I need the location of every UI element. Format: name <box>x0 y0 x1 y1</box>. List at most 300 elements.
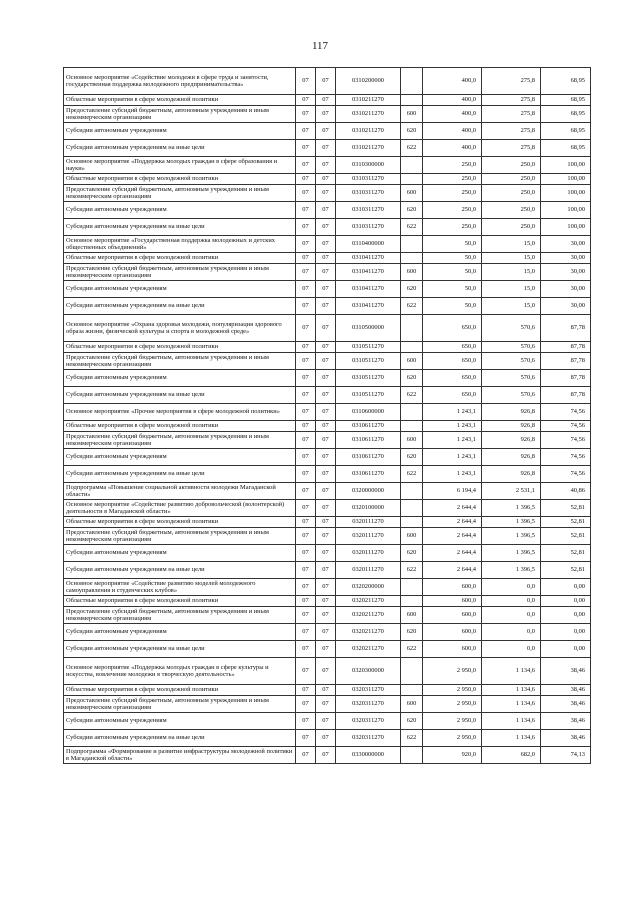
row-plan-amount: 250,0 <box>423 185 482 202</box>
row-target-code: 0320211270 <box>336 641 401 658</box>
row-actual-amount: 0,0 <box>482 579 541 596</box>
row-plan-amount: 1 243,1 <box>423 466 482 483</box>
row-actual-amount: 250,0 <box>482 185 541 202</box>
row-name: Областные мероприятия в сфере молодежной политики <box>64 421 296 432</box>
row-subsection: 07 <box>316 641 336 658</box>
row-name: Основное мероприятие «Поддержка молодых граждан в сфере культуры и искусства, вовлечение молодежи в творческую деятельность» <box>64 658 296 685</box>
row-section: 07 <box>296 185 316 202</box>
row-expense-type: 620 <box>401 624 423 641</box>
row-name: Субсидии автономным учреждениям <box>64 123 296 140</box>
row-percent: 52,81 <box>541 500 591 517</box>
row-plan-amount: 1 243,1 <box>423 432 482 449</box>
row-plan-amount: 600,0 <box>423 624 482 641</box>
row-target-code: 0320111270 <box>336 562 401 579</box>
row-section: 07 <box>296 545 316 562</box>
table-row <box>64 370 591 387</box>
row-actual-amount: 250,0 <box>482 219 541 236</box>
row-actual-amount: 0,0 <box>482 641 541 658</box>
row-target-code: 0320311270 <box>336 730 401 747</box>
row-actual-amount: 1 134,6 <box>482 696 541 713</box>
row-subsection: 07 <box>316 579 336 596</box>
row-name: Областные мероприятия в сфере молодежной политики <box>64 95 296 106</box>
row-section: 07 <box>296 315 316 342</box>
row-expense-type: 600 <box>401 106 423 123</box>
table-row <box>64 624 591 641</box>
row-section: 07 <box>296 562 316 579</box>
row-actual-amount: 15,0 <box>482 236 541 253</box>
row-expense-type: 620 <box>401 449 423 466</box>
row-actual-amount: 1 134,6 <box>482 713 541 730</box>
row-plan-amount: 50,0 <box>423 264 482 281</box>
row-target-code: 0310311270 <box>336 185 401 202</box>
row-percent: 74,56 <box>541 466 591 483</box>
row-name: Субсидии автономным учреждениям на иные цели <box>64 562 296 579</box>
row-subsection: 07 <box>316 157 336 174</box>
table-row <box>64 607 591 624</box>
row-expense-type <box>401 483 423 500</box>
row-subsection: 07 <box>316 500 336 517</box>
row-expense-type <box>401 500 423 517</box>
row-subsection: 07 <box>316 95 336 106</box>
row-target-code: 0310211270 <box>336 106 401 123</box>
row-expense-type: 620 <box>401 123 423 140</box>
table-row <box>64 449 591 466</box>
row-subsection: 07 <box>316 483 336 500</box>
row-subsection: 07 <box>316 123 336 140</box>
row-subsection: 07 <box>316 658 336 685</box>
row-subsection: 07 <box>316 596 336 607</box>
row-target-code: 0310611270 <box>336 432 401 449</box>
row-percent: 0,00 <box>541 596 591 607</box>
row-actual-amount: 15,0 <box>482 298 541 315</box>
row-expense-type: 600 <box>401 432 423 449</box>
row-name: Субсидии автономным учреждениям <box>64 449 296 466</box>
table-row <box>64 545 591 562</box>
row-name: Областные мероприятия в сфере молодежной политики <box>64 517 296 528</box>
row-name: Субсидии автономным учреждениям <box>64 202 296 219</box>
row-section: 07 <box>296 404 316 421</box>
row-actual-amount: 1 396,5 <box>482 545 541 562</box>
row-plan-amount: 2 950,0 <box>423 730 482 747</box>
row-expense-type: 622 <box>401 730 423 747</box>
row-percent: 30,00 <box>541 281 591 298</box>
row-plan-amount: 50,0 <box>423 298 482 315</box>
row-expense-type <box>401 579 423 596</box>
table-row <box>64 641 591 658</box>
row-expense-type <box>401 342 423 353</box>
row-plan-amount: 650,0 <box>423 342 482 353</box>
row-expense-type <box>401 747 423 764</box>
row-section: 07 <box>296 421 316 432</box>
row-section: 07 <box>296 500 316 517</box>
row-percent: 74,13 <box>541 747 591 764</box>
row-actual-amount: 682,0 <box>482 747 541 764</box>
row-subsection: 07 <box>316 562 336 579</box>
row-actual-amount: 570,6 <box>482 370 541 387</box>
row-subsection: 07 <box>316 185 336 202</box>
row-percent: 74,56 <box>541 432 591 449</box>
row-actual-amount: 1 396,5 <box>482 562 541 579</box>
row-expense-type: 622 <box>401 387 423 404</box>
row-expense-type <box>401 236 423 253</box>
row-section: 07 <box>296 579 316 596</box>
row-subsection: 07 <box>316 342 336 353</box>
row-percent: 30,00 <box>541 253 591 264</box>
row-expense-type: 600 <box>401 264 423 281</box>
row-actual-amount: 275,8 <box>482 123 541 140</box>
row-expense-type: 620 <box>401 545 423 562</box>
row-expense-type: 600 <box>401 528 423 545</box>
table-row <box>64 281 591 298</box>
row-subsection: 07 <box>316 528 336 545</box>
row-percent: 74,56 <box>541 404 591 421</box>
row-name: Основное мероприятие «Содействие развитию добровольческой (волонтерской) деятельности в Магаданской области» <box>64 500 296 517</box>
row-plan-amount: 2 644,4 <box>423 528 482 545</box>
row-actual-amount: 1 396,5 <box>482 528 541 545</box>
row-percent: 30,00 <box>541 298 591 315</box>
row-target-code: 0310211270 <box>336 95 401 106</box>
row-section: 07 <box>296 641 316 658</box>
budget-table <box>63 67 591 764</box>
row-subsection: 07 <box>316 404 336 421</box>
row-percent: 40,86 <box>541 483 591 500</box>
row-target-code: 0320211270 <box>336 607 401 624</box>
row-name: Предоставление субсидий бюджетным, автономным учреждениям и иным некоммерческим организациям <box>64 106 296 123</box>
row-target-code: 0310211270 <box>336 123 401 140</box>
row-target-code: 0310611270 <box>336 466 401 483</box>
table-row <box>64 95 591 106</box>
table-row <box>64 466 591 483</box>
row-plan-amount: 600,0 <box>423 579 482 596</box>
table-row <box>64 123 591 140</box>
row-percent: 74,56 <box>541 421 591 432</box>
table-row <box>64 219 591 236</box>
row-target-code: 0310511270 <box>336 353 401 370</box>
row-name: Подпрограмма «Повышение социальной активности молодежи Магаданской области» <box>64 483 296 500</box>
row-target-code: 0310411270 <box>336 298 401 315</box>
row-expense-type <box>401 421 423 432</box>
row-actual-amount: 275,8 <box>482 95 541 106</box>
row-percent: 0,00 <box>541 624 591 641</box>
row-section: 07 <box>296 607 316 624</box>
row-target-code: 0320300000 <box>336 658 401 685</box>
row-actual-amount: 275,8 <box>482 140 541 157</box>
row-section: 07 <box>296 298 316 315</box>
table-row <box>64 747 591 764</box>
row-section: 07 <box>296 713 316 730</box>
row-subsection: 07 <box>316 253 336 264</box>
row-section: 07 <box>296 624 316 641</box>
table-row <box>64 353 591 370</box>
row-actual-amount: 15,0 <box>482 281 541 298</box>
row-section: 07 <box>296 236 316 253</box>
row-expense-type: 622 <box>401 466 423 483</box>
table-row <box>64 432 591 449</box>
row-expense-type: 620 <box>401 202 423 219</box>
row-subsection: 07 <box>316 281 336 298</box>
row-target-code: 0310500000 <box>336 315 401 342</box>
row-percent: 68,95 <box>541 95 591 106</box>
row-expense-type <box>401 404 423 421</box>
row-name: Предоставление субсидий бюджетным, автономным учреждениям и иным некоммерческим организациям <box>64 353 296 370</box>
row-subsection: 07 <box>316 219 336 236</box>
row-percent: 38,46 <box>541 685 591 696</box>
row-percent: 38,46 <box>541 658 591 685</box>
row-section: 07 <box>296 219 316 236</box>
table-row <box>64 202 591 219</box>
row-subsection: 07 <box>316 370 336 387</box>
row-subsection: 07 <box>316 624 336 641</box>
row-name: Основное мероприятие «Поддержка молодых граждан в сфере образования и науки» <box>64 157 296 174</box>
table-row <box>64 500 591 517</box>
table-row <box>64 579 591 596</box>
row-target-code: 0310411270 <box>336 264 401 281</box>
row-actual-amount: 570,6 <box>482 342 541 353</box>
row-actual-amount: 926,8 <box>482 432 541 449</box>
row-subsection: 07 <box>316 202 336 219</box>
row-plan-amount: 2 950,0 <box>423 658 482 685</box>
row-actual-amount: 926,8 <box>482 404 541 421</box>
row-target-code: 0310611270 <box>336 449 401 466</box>
row-actual-amount: 15,0 <box>482 253 541 264</box>
table-row <box>64 596 591 607</box>
row-subsection: 07 <box>316 353 336 370</box>
row-section: 07 <box>296 353 316 370</box>
row-subsection: 07 <box>316 315 336 342</box>
row-expense-type: 622 <box>401 219 423 236</box>
row-percent: 0,00 <box>541 641 591 658</box>
table-row <box>64 404 591 421</box>
row-name: Предоставление субсидий бюджетным, автономным учреждениям и иным некоммерческим организациям <box>64 607 296 624</box>
row-subsection: 07 <box>316 387 336 404</box>
row-plan-amount: 2 644,4 <box>423 562 482 579</box>
row-actual-amount: 275,8 <box>482 106 541 123</box>
row-section: 07 <box>296 747 316 764</box>
row-subsection: 07 <box>316 236 336 253</box>
row-percent: 87,78 <box>541 342 591 353</box>
row-percent: 52,81 <box>541 562 591 579</box>
row-subsection: 07 <box>316 730 336 747</box>
row-name: Субсидии автономным учреждениям <box>64 281 296 298</box>
row-section: 07 <box>296 685 316 696</box>
row-subsection: 07 <box>316 432 336 449</box>
row-subsection: 07 <box>316 174 336 185</box>
row-percent: 100,00 <box>541 219 591 236</box>
table-row <box>64 696 591 713</box>
row-plan-amount: 650,0 <box>423 315 482 342</box>
row-section: 07 <box>296 140 316 157</box>
row-percent: 0,00 <box>541 607 591 624</box>
table-row <box>64 713 591 730</box>
row-subsection: 07 <box>316 106 336 123</box>
row-subsection: 07 <box>316 449 336 466</box>
row-target-code: 0320111270 <box>336 545 401 562</box>
row-plan-amount: 50,0 <box>423 236 482 253</box>
row-subsection: 07 <box>316 607 336 624</box>
row-percent: 100,00 <box>541 202 591 219</box>
row-target-code: 0310211270 <box>336 140 401 157</box>
row-target-code: 0320111270 <box>336 517 401 528</box>
row-expense-type <box>401 517 423 528</box>
row-plan-amount: 650,0 <box>423 353 482 370</box>
row-plan-amount: 600,0 <box>423 607 482 624</box>
row-expense-type: 600 <box>401 696 423 713</box>
row-name: Предоставление субсидий бюджетным, автономным учреждениям и иным некоммерческим организациям <box>64 696 296 713</box>
row-expense-type <box>401 253 423 264</box>
row-section: 07 <box>296 730 316 747</box>
row-actual-amount: 2 531,1 <box>482 483 541 500</box>
row-plan-amount: 400,0 <box>423 95 482 106</box>
row-target-code: 0310311270 <box>336 202 401 219</box>
row-section: 07 <box>296 658 316 685</box>
table-row <box>64 342 591 353</box>
row-expense-type: 600 <box>401 607 423 624</box>
table-row <box>64 185 591 202</box>
row-target-code: 0310411270 <box>336 281 401 298</box>
row-name: Основное мероприятие «Государственная поддержка молодежных и детских общественных объединений» <box>64 236 296 253</box>
row-plan-amount: 250,0 <box>423 219 482 236</box>
row-name: Субсидии автономным учреждениям на иные цели <box>64 641 296 658</box>
row-section: 07 <box>296 432 316 449</box>
row-actual-amount: 1 396,5 <box>482 500 541 517</box>
table-row <box>64 157 591 174</box>
row-percent: 100,00 <box>541 174 591 185</box>
row-name: Субсидии автономным учреждениям на иные цели <box>64 387 296 404</box>
row-name: Предоставление субсидий бюджетным, автономным учреждениям и иным некоммерческим организациям <box>64 185 296 202</box>
row-target-code: 0320100000 <box>336 500 401 517</box>
row-name: Предоставление субсидий бюджетным, автономным учреждениям и иным некоммерческим организациям <box>64 528 296 545</box>
row-section: 07 <box>296 281 316 298</box>
table-row <box>64 174 591 185</box>
row-plan-amount: 650,0 <box>423 370 482 387</box>
row-target-code: 0320200000 <box>336 579 401 596</box>
row-expense-type <box>401 95 423 106</box>
row-name: Субсидии автономным учреждениям на иные цели <box>64 140 296 157</box>
row-actual-amount: 0,0 <box>482 607 541 624</box>
row-percent: 30,00 <box>541 264 591 281</box>
row-actual-amount: 250,0 <box>482 174 541 185</box>
row-expense-type: 622 <box>401 641 423 658</box>
row-name: Областные мероприятия в сфере молодежной политики <box>64 342 296 353</box>
row-expense-type: 620 <box>401 370 423 387</box>
row-percent: 68,95 <box>541 140 591 157</box>
row-actual-amount: 926,8 <box>482 449 541 466</box>
row-percent: 87,78 <box>541 353 591 370</box>
row-actual-amount: 570,6 <box>482 387 541 404</box>
row-target-code: 0310311270 <box>336 219 401 236</box>
row-section: 07 <box>296 174 316 185</box>
row-target-code: 0320000000 <box>336 483 401 500</box>
table-row <box>64 517 591 528</box>
row-name: Областные мероприятия в сфере молодежной политики <box>64 685 296 696</box>
row-subsection: 07 <box>316 140 336 157</box>
row-name: Областные мероприятия в сфере молодежной политики <box>64 253 296 264</box>
row-subsection: 07 <box>316 517 336 528</box>
row-section: 07 <box>296 95 316 106</box>
row-name: Основное мероприятие «Содействие развитию моделей молодежного самоуправления и студенческих клубов» <box>64 579 296 596</box>
row-actual-amount: 1 396,5 <box>482 517 541 528</box>
row-name: Предоставление субсидий бюджетным, автономным учреждениям и иным некоммерческим организациям <box>64 264 296 281</box>
row-actual-amount: 275,8 <box>482 68 541 95</box>
row-section: 07 <box>296 466 316 483</box>
row-percent: 68,95 <box>541 123 591 140</box>
row-actual-amount: 250,0 <box>482 157 541 174</box>
row-plan-amount: 250,0 <box>423 157 482 174</box>
page-number: 117 <box>311 40 329 52</box>
row-plan-amount: 2 950,0 <box>423 713 482 730</box>
row-expense-type <box>401 658 423 685</box>
row-percent: 38,46 <box>541 696 591 713</box>
row-plan-amount: 650,0 <box>423 387 482 404</box>
row-target-code: 0310300000 <box>336 157 401 174</box>
row-actual-amount: 15,0 <box>482 264 541 281</box>
row-plan-amount: 2 644,4 <box>423 500 482 517</box>
row-expense-type: 620 <box>401 713 423 730</box>
table-row <box>64 264 591 281</box>
row-section: 07 <box>296 264 316 281</box>
row-target-code: 0320311270 <box>336 685 401 696</box>
row-expense-type: 622 <box>401 298 423 315</box>
row-section: 07 <box>296 342 316 353</box>
row-expense-type: 620 <box>401 281 423 298</box>
row-actual-amount: 926,8 <box>482 466 541 483</box>
row-name: Областные мероприятия в сфере молодежной политики <box>64 596 296 607</box>
row-actual-amount: 1 134,6 <box>482 658 541 685</box>
table-row <box>64 730 591 747</box>
table-row <box>64 685 591 696</box>
row-plan-amount: 50,0 <box>423 253 482 264</box>
row-percent: 87,78 <box>541 387 591 404</box>
row-name: Субсидии автономным учреждениям <box>64 624 296 641</box>
row-section: 07 <box>296 696 316 713</box>
row-subsection: 07 <box>316 466 336 483</box>
table-row <box>64 106 591 123</box>
row-section: 07 <box>296 387 316 404</box>
row-name: Субсидии автономным учреждениям <box>64 370 296 387</box>
row-actual-amount: 926,8 <box>482 421 541 432</box>
row-plan-amount: 2 644,4 <box>423 545 482 562</box>
row-section: 07 <box>296 517 316 528</box>
row-name: Субсидии автономным учреждениям на иные цели <box>64 730 296 747</box>
row-actual-amount: 0,0 <box>482 624 541 641</box>
row-name: Субсидии автономным учреждениям <box>64 713 296 730</box>
row-plan-amount: 2 644,4 <box>423 517 482 528</box>
row-actual-amount: 0,0 <box>482 596 541 607</box>
row-percent: 52,81 <box>541 517 591 528</box>
row-section: 07 <box>296 68 316 95</box>
row-target-code: 0320111270 <box>336 528 401 545</box>
row-plan-amount: 600,0 <box>423 641 482 658</box>
row-subsection: 07 <box>316 264 336 281</box>
row-percent: 38,46 <box>541 730 591 747</box>
row-plan-amount: 250,0 <box>423 174 482 185</box>
row-plan-amount: 600,0 <box>423 596 482 607</box>
row-plan-amount: 1 243,1 <box>423 449 482 466</box>
row-section: 07 <box>296 370 316 387</box>
row-section: 07 <box>296 596 316 607</box>
row-percent: 87,78 <box>541 370 591 387</box>
row-plan-amount: 1 243,1 <box>423 421 482 432</box>
row-name: Субсидии автономным учреждениям на иные цели <box>64 219 296 236</box>
row-plan-amount: 400,0 <box>423 123 482 140</box>
row-subsection: 07 <box>316 685 336 696</box>
table-row <box>64 421 591 432</box>
row-actual-amount: 570,6 <box>482 353 541 370</box>
row-plan-amount: 400,0 <box>423 106 482 123</box>
row-percent: 52,81 <box>541 545 591 562</box>
row-expense-type: 600 <box>401 185 423 202</box>
row-name: Основное мероприятие «Содействие молодежи в сфере труда и занятости, государственная поддержка молодежного предпринимательства» <box>64 68 296 95</box>
